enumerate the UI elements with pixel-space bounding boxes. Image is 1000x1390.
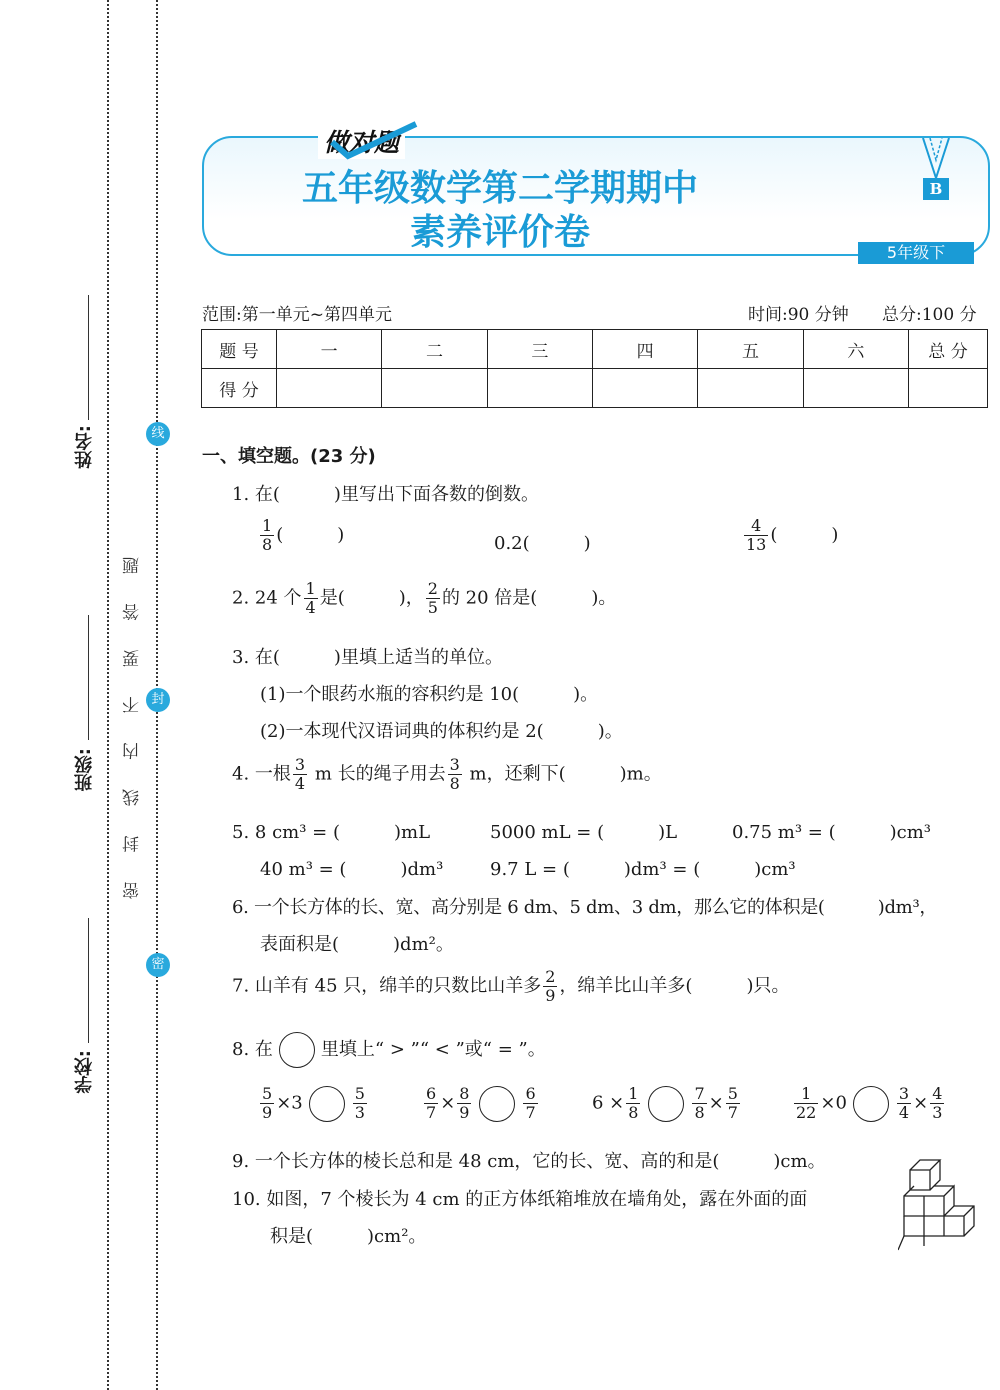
seal-dot-line: 线 bbox=[146, 422, 170, 446]
table-header-cell: 四 bbox=[592, 330, 697, 369]
question-3: 3. 在( )里填上适当的单位。 bbox=[232, 647, 503, 668]
fraction: $\frac{2}{5}$ bbox=[427, 579, 438, 617]
question-1-item-c bbox=[742, 517, 838, 554]
seal-notice: 密 封 线 内 不 要 答 题 bbox=[123, 545, 143, 899]
fraction: $\frac{4}{3}$ bbox=[932, 1084, 943, 1122]
question-1: 1. 在( )里写出下面各数的倒数。 bbox=[232, 484, 539, 505]
cube-stack-figure bbox=[898, 1140, 980, 1262]
question-5-row1-a: 5. 8 cm³ = ( )mL bbox=[232, 822, 431, 843]
question-8-expr-3: 6 × $\frac{1}{8}$ $\frac{7}{8}$ × $\frac{5}{7}$ bbox=[592, 1084, 738, 1122]
table-header-cell: 二 bbox=[382, 330, 487, 369]
exam-title-line2: 素养评价卷 bbox=[409, 212, 590, 253]
class-line[interactable] bbox=[88, 615, 89, 740]
fraction: $\frac{1}{22}$ bbox=[796, 1084, 817, 1122]
table-header-cell: 总 分 bbox=[909, 330, 988, 369]
brand-logo: 做对题 bbox=[318, 123, 405, 159]
class-label: 班级: bbox=[74, 748, 95, 792]
circle-blank-icon bbox=[279, 1032, 315, 1068]
compare-circle[interactable] bbox=[309, 1086, 345, 1122]
answer-blank[interactable]: ( ) bbox=[276, 524, 345, 546]
table-row bbox=[202, 369, 988, 408]
score-cell[interactable] bbox=[698, 369, 803, 408]
question-6-line2: 表面积是( )dm²。 bbox=[260, 934, 454, 955]
exam-total: 总分:100 分 bbox=[882, 305, 977, 325]
fraction: $\frac{3}{4}$ bbox=[294, 755, 306, 793]
exam-scope: 范围:第一单元~第四单元 bbox=[202, 305, 392, 325]
score-table bbox=[201, 329, 988, 408]
compare-circle[interactable] bbox=[648, 1086, 684, 1122]
fraction: $\frac{3}{8}$ bbox=[449, 755, 460, 793]
question-8-expr-1: $\frac{5}{9}$ ×3 $\frac{5}{3}$ bbox=[262, 1084, 365, 1122]
name-line[interactable] bbox=[88, 295, 89, 420]
table-header-cell: 六 bbox=[803, 330, 908, 369]
score-cell[interactable] bbox=[909, 369, 988, 408]
fraction: $\frac{6}{7}$ bbox=[525, 1084, 536, 1122]
question-9: 9. 一个长方体的棱长总和是 48 cm，它的长、宽、高的和是( )cm。 bbox=[232, 1151, 826, 1172]
fraction: $\frac{5}{9}$ bbox=[262, 1084, 273, 1122]
question-7: 7. 山羊有 45 只，绵羊的只数比山羊多 $\frac{2}{9}$ ，绵羊比山羊多( )只。 bbox=[232, 967, 790, 1005]
score-row-label: 得 分 bbox=[202, 369, 277, 408]
fraction: $\frac{4}{13}$ bbox=[746, 516, 767, 554]
question-5-row1-c: 0.75 m³ = ( )cm³ bbox=[732, 822, 932, 843]
score-cell[interactable] bbox=[382, 369, 487, 408]
compare-circle[interactable] bbox=[479, 1086, 515, 1122]
section-title: 一、填空题。(23 分) bbox=[202, 446, 376, 467]
fraction: $\frac{6}{7}$ bbox=[426, 1084, 437, 1122]
fraction: $\frac{1}{4}$ bbox=[305, 579, 316, 617]
name-label: 姓名: bbox=[74, 425, 95, 469]
question-4: 4. 一根 $\frac{3}{4}$ m 长的绳子用去 $\frac{3}{8}$ m，还剩下( )m。 bbox=[232, 755, 662, 793]
answer-blank[interactable]: ( ) bbox=[770, 524, 839, 546]
fraction: $\frac{8}{9}$ bbox=[459, 1084, 470, 1122]
question-1-item-a bbox=[258, 517, 344, 554]
school-label: 学校: bbox=[74, 1050, 95, 1094]
question-1-item-b[interactable]: 0.2( ) bbox=[494, 533, 591, 554]
question-3-sub-1: (1)一个眼药水瓶的容积约是 10( )。 bbox=[260, 684, 599, 705]
fraction: $\frac{3}{4}$ bbox=[898, 1084, 910, 1122]
fraction: $\frac{2}{9}$ bbox=[545, 967, 556, 1005]
question-5-row1-b: 5000 mL = ( )L bbox=[490, 822, 678, 843]
fraction: $\frac{5}{3}$ bbox=[354, 1084, 365, 1122]
question-10-line2: 积是( )cm²。 bbox=[270, 1226, 427, 1247]
fraction: $\frac{1}{8}$ bbox=[262, 516, 273, 554]
table-header-cell: 五 bbox=[698, 330, 803, 369]
fraction: $\frac{5}{7}$ bbox=[727, 1084, 738, 1122]
score-cell[interactable] bbox=[277, 369, 382, 408]
score-cell[interactable] bbox=[803, 369, 908, 408]
question-2: 2. 24 个 $\frac{1}{4}$ 是( )， $\frac{2}{5}$ 的 20 倍是( )。 bbox=[232, 579, 617, 617]
fraction: $\frac{1}{8}$ bbox=[628, 1084, 639, 1122]
question-10-line1: 10. 如图，7 个棱长为 4 cm 的正方体纸箱堆放在墙角处，露在外面的面 bbox=[232, 1189, 808, 1210]
table-header-cell: 一 bbox=[277, 330, 382, 369]
score-cell[interactable] bbox=[592, 369, 697, 408]
seal-dot-seal: 封 bbox=[146, 688, 170, 712]
version-badge: B bbox=[923, 178, 949, 200]
checkmark-icon bbox=[330, 120, 420, 160]
school-line[interactable] bbox=[88, 918, 89, 1043]
question-3-sub-2: (2)一本现代汉语词典的体积约是 2( )。 bbox=[260, 721, 623, 742]
question-6-line1: 6. 一个长方体的长、宽、高分别是 6 dm、5 dm、3 dm，那么它的体积是( )dm³， bbox=[232, 897, 938, 918]
question-8: 8. 在 里填上“ > ”“ < ”或“ = ”。 bbox=[232, 1032, 546, 1068]
question-5-row2-b: 9.7 L = ( )dm³ = ( )cm³ bbox=[490, 859, 796, 880]
score-cell[interactable] bbox=[487, 369, 592, 408]
exam-time: 时间:90 分钟 bbox=[748, 305, 849, 325]
table-header-cell: 三 bbox=[487, 330, 592, 369]
badge-ribbon-icon bbox=[920, 138, 952, 180]
seal-dot-secret: 密 bbox=[146, 953, 170, 977]
exam-title-line1: 五年级数学第二学期期中 bbox=[301, 168, 698, 209]
compare-circle[interactable] bbox=[853, 1086, 889, 1122]
table-header-cell: 题 号 bbox=[202, 330, 277, 369]
question-5-row2-a: 40 m³ = ( )dm³ bbox=[260, 859, 444, 880]
grade-tag: 5年级下 bbox=[858, 242, 974, 264]
table-row bbox=[202, 330, 988, 369]
fraction: $\frac{7}{8}$ bbox=[694, 1084, 705, 1122]
question-8-expr-2: $\frac{6}{7}$ × $\frac{8}{9}$ $\frac{6}{7}$ bbox=[426, 1084, 536, 1122]
question-8-expr-4: $\frac{1}{22}$ ×0 $\frac{3}{4}$ × $\frac{4}{3}$ bbox=[796, 1084, 943, 1122]
